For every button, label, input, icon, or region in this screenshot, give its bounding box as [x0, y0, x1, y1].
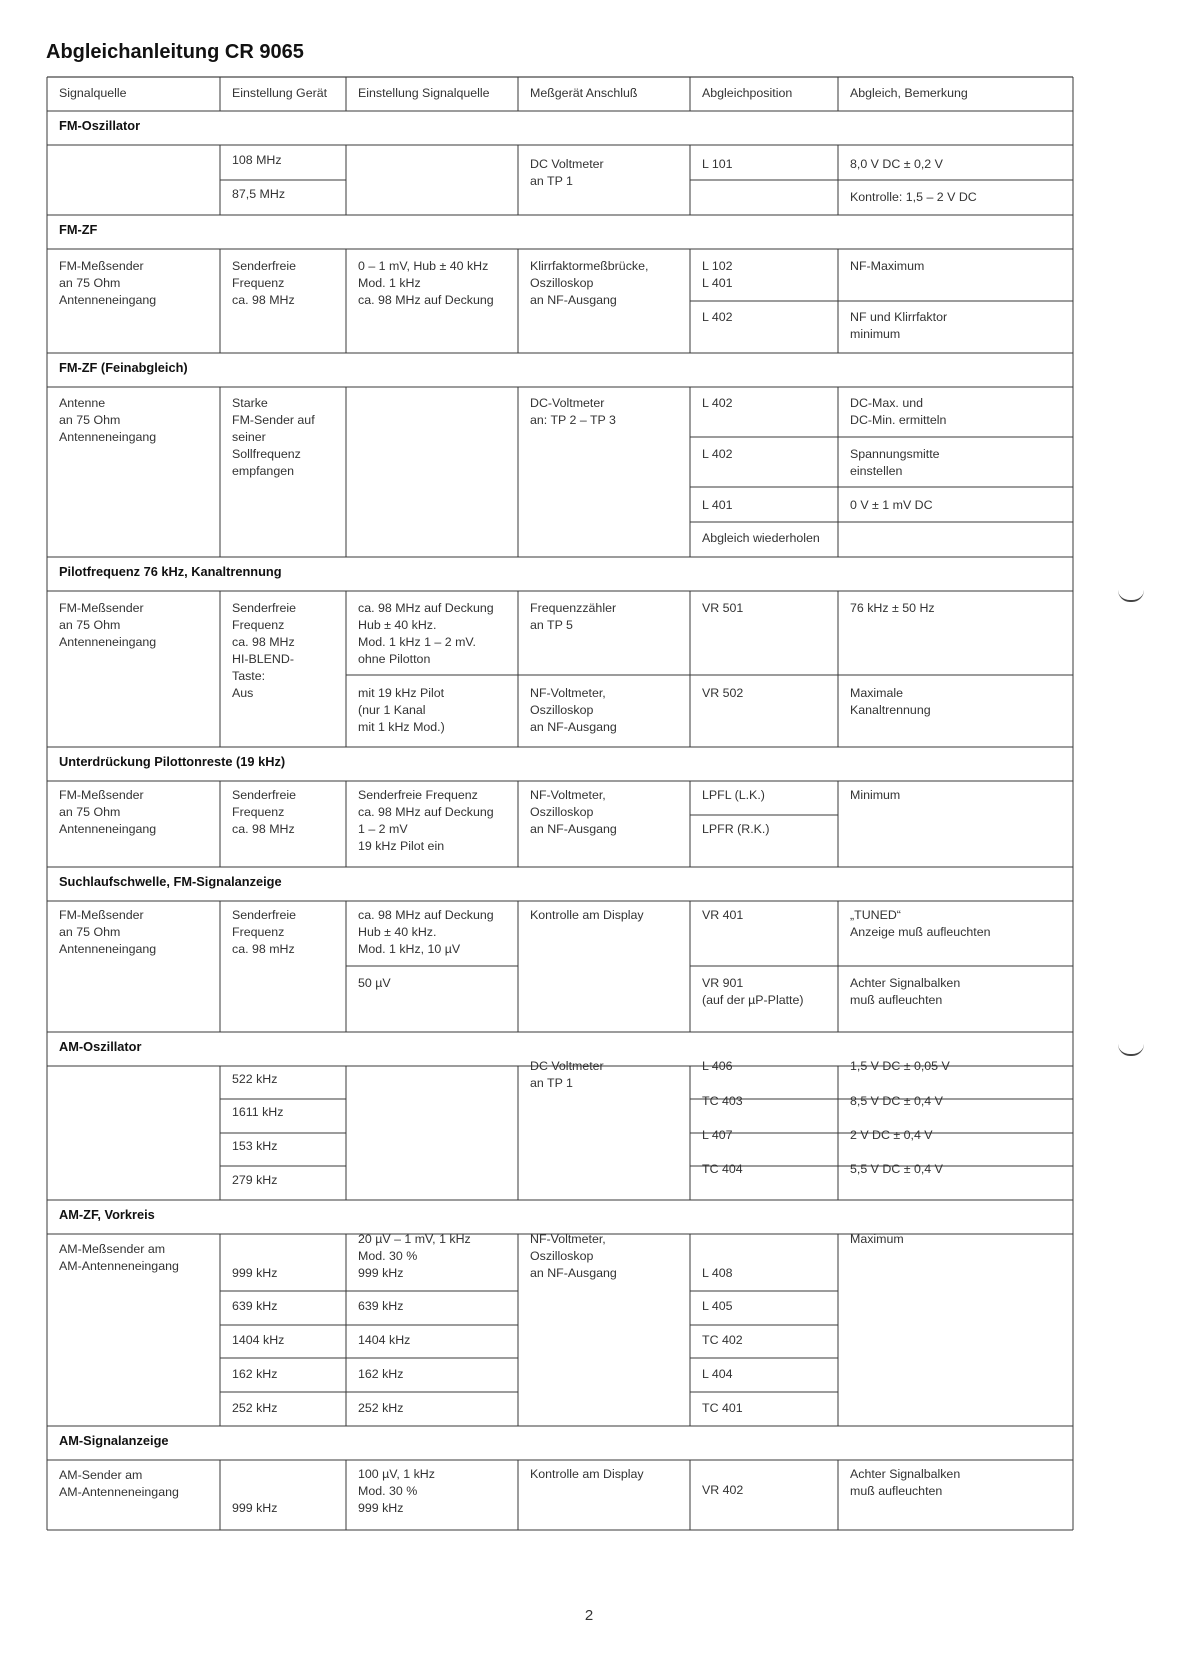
table-cell: Achter Signalbalken muß aufleuchten: [850, 976, 961, 1007]
table-cell: L 401: [702, 498, 733, 512]
table-cell: 999 kHz: [232, 1501, 278, 1515]
table-cell: 1,5 V DC ± 0,05 V: [850, 1059, 950, 1073]
table-cell: DC-Max. und DC-Min. ermitteln: [850, 396, 947, 427]
table-cell: Kontrolle am Display: [530, 1467, 644, 1481]
table-cell: 279 kHz: [232, 1173, 278, 1187]
table-cell: L 404: [702, 1367, 733, 1381]
table-cell: VR 901 (auf der µP-Platte): [702, 976, 804, 1007]
table-cell: 252 kHz: [232, 1401, 278, 1415]
table-cell: L 101: [702, 157, 733, 171]
table-cell: TC 404: [702, 1162, 743, 1176]
table-cell: NF-Maximum: [850, 259, 925, 273]
column-header: Einstellung Gerät: [232, 86, 328, 100]
table-cell: Klirrfaktormeßbrücke, Oszilloskop an NF-Ausgang: [530, 259, 649, 307]
table-cell: L 406: [702, 1059, 733, 1073]
table-cell: mit 19 kHz Pilot (nur 1 Kanal mit 1 kHz Mod.): [358, 686, 445, 734]
table-cell: L 408: [702, 1266, 733, 1280]
table-cell: VR 502: [702, 686, 744, 700]
table-cell: VR 402: [702, 1483, 744, 1497]
section-title: FM-ZF: [59, 222, 98, 237]
table-cell: Spannungsmitte einstellen: [850, 447, 940, 478]
table-cell: NF-Voltmeter, Oszilloskop an NF-Ausgang: [530, 1232, 617, 1280]
table-cell: 108 MHz: [232, 153, 282, 167]
table-cell: 87,5 MHz: [232, 187, 286, 201]
table-cell: NF und Klirrfaktor minimum: [850, 310, 948, 341]
table-cell: FM-Meßsender an 75 Ohm Antenneneingang: [59, 259, 157, 307]
table-cell: TC 402: [702, 1333, 743, 1347]
table-cell: TC 401: [702, 1401, 743, 1415]
table-cell: ca. 98 MHz auf Deckung Hub ± 40 kHz. Mod. 1 kHz 1 – 2 mV. ohne Pilotton: [358, 601, 494, 666]
table-cell: Antenne an 75 Ohm Antenneneingang: [59, 396, 157, 444]
table-cell: 0 – 1 mV, Hub ± 40 kHz Mod. 1 kHz ca. 98 MHz auf Deckung: [358, 259, 494, 307]
table-cell: FM-Meßsender an 75 Ohm Antenneneingang: [59, 788, 157, 836]
table-cell: Maximum: [850, 1232, 904, 1246]
table-cell: Kontrolle: 1,5 – 2 V DC: [850, 190, 977, 204]
table-cell: L 402: [702, 447, 733, 461]
table-cell: 5,5 V DC ± 0,4 V: [850, 1162, 943, 1176]
table-cell: 153 kHz: [232, 1139, 278, 1153]
table-cell: LPFR (R.K.): [702, 822, 770, 836]
table-cell: 1404 kHz: [232, 1333, 285, 1347]
section-title: AM-Oszillator: [59, 1039, 142, 1054]
table-cell: 0 V ± 1 mV DC: [850, 498, 933, 512]
page-number: 2: [584, 1607, 594, 1624]
table-cell: VR 401: [702, 908, 744, 922]
section-title: Suchlaufschwelle, FM-Signalanzeige: [59, 874, 282, 889]
column-header: Abgleich, Bemerkung: [850, 86, 968, 100]
table-cell: 639 kHz: [232, 1299, 278, 1313]
table-cell: 1611 kHz: [232, 1105, 284, 1119]
section-title: FM-ZF (Feinabgleich): [59, 360, 188, 375]
table-cell: L 102 L 401: [702, 259, 733, 290]
table-cell: 522 kHz: [232, 1072, 278, 1086]
table-cell: 50 µV: [358, 976, 391, 990]
table-cell: ca. 98 MHz auf Deckung Hub ± 40 kHz. Mod. 1 kHz, 10 µV: [358, 908, 494, 956]
table-cell: DC-Voltmeter an: TP 2 – TP 3: [530, 396, 616, 427]
section-title: Unterdrückung Pilottonreste (19 kHz): [59, 754, 286, 769]
table-cell: Frequenzzähler an TP 5: [530, 601, 617, 632]
table-cell: 100 µV, 1 kHz Mod. 30 % 999 kHz: [358, 1467, 435, 1515]
table-cell: DC Voltmeter an TP 1: [530, 157, 604, 188]
table-cell: TC 403: [702, 1094, 743, 1108]
table-cell: 20 µV – 1 mV, 1 kHz Mod. 30 % 999 kHz: [358, 1232, 471, 1280]
table-cell: Senderfreie Frequenz ca. 98 mHz: [232, 908, 297, 956]
table-cell: 8,5 V DC ± 0,4 V: [850, 1094, 943, 1108]
table-cell: L 407: [702, 1128, 733, 1142]
table-cell: NF-Voltmeter, Oszilloskop an NF-Ausgang: [530, 686, 617, 734]
table-cell: Abgleich wiederholen: [702, 531, 820, 545]
table-cell: LPFL (L.K.): [702, 788, 765, 802]
table-cell: Minimum: [850, 788, 901, 802]
table-cell: 639 kHz: [358, 1299, 404, 1313]
table-cell: 1404 kHz: [358, 1333, 411, 1347]
table-cell: L 402: [702, 396, 733, 410]
table-cell: 8,0 V DC ± 0,2 V: [850, 157, 943, 171]
table-cell: Senderfreie Frequenz ca. 98 MHz auf Deckung 1 – 2 mV 19 kHz Pilot ein: [358, 788, 494, 853]
table-cell: L 405: [702, 1299, 733, 1313]
table-cell: 76 kHz ± 50 Hz: [850, 601, 935, 615]
table-cell: „TUNED“ Anzeige muß aufleuchten: [850, 908, 991, 939]
section-title: AM-Signalanzeige: [59, 1433, 169, 1448]
table-cell: Achter Signalbalken muß aufleuchten: [850, 1467, 961, 1498]
table-cell: FM-Meßsender an 75 Ohm Antenneneingang: [59, 908, 157, 956]
column-header: Signalquelle: [59, 86, 127, 100]
table-cell: FM-Meßsender an 75 Ohm Antenneneingang: [59, 601, 157, 649]
table-cell: Maximale Kanaltrennung: [850, 686, 931, 717]
table-cell: NF-Voltmeter, Oszilloskop an NF-Ausgang: [530, 788, 617, 836]
table-cell: Starke FM-Sender auf seiner Sollfrequenz empfangen: [232, 396, 315, 478]
section-title: FM-Oszillator: [59, 118, 141, 133]
table-cell: 162 kHz: [232, 1367, 278, 1381]
section-title: Pilotfrequenz 76 kHz, Kanaltrennung: [59, 564, 282, 579]
column-header: Meßgerät Anschluß: [530, 86, 638, 100]
section-title: AM-ZF, Vorkreis: [59, 1207, 155, 1222]
table-cell: 999 kHz: [232, 1266, 278, 1280]
table-cell: VR 501: [702, 601, 744, 615]
table-cell: AM-Sender am AM-Antenneneingang: [59, 1468, 179, 1499]
column-header: Einstellung Signalquelle: [358, 86, 490, 100]
table-cell: Senderfreie Frequenz ca. 98 MHz HI-BLEND- Taste: Aus: [232, 601, 297, 700]
table-cell: Senderfreie Frequenz ca. 98 MHz: [232, 259, 297, 307]
table-cell: 2 V DC ± 0,4 V: [850, 1128, 933, 1142]
table-cell: DC Voltmeter an TP 1: [530, 1059, 604, 1090]
table-cell: 252 kHz: [358, 1401, 404, 1415]
table-cell: L 402: [702, 310, 733, 324]
document-title: Abgleichanleitung CR 9065: [46, 41, 304, 63]
table-cell: AM-Meßsender am AM-Antenneneingang: [59, 1242, 179, 1273]
table-cell: Kontrolle am Display: [530, 908, 644, 922]
table-cell: 162 kHz: [358, 1367, 404, 1381]
table-cell: Senderfreie Frequenz ca. 98 MHz: [232, 788, 297, 836]
column-header: Abgleichposition: [702, 86, 793, 100]
